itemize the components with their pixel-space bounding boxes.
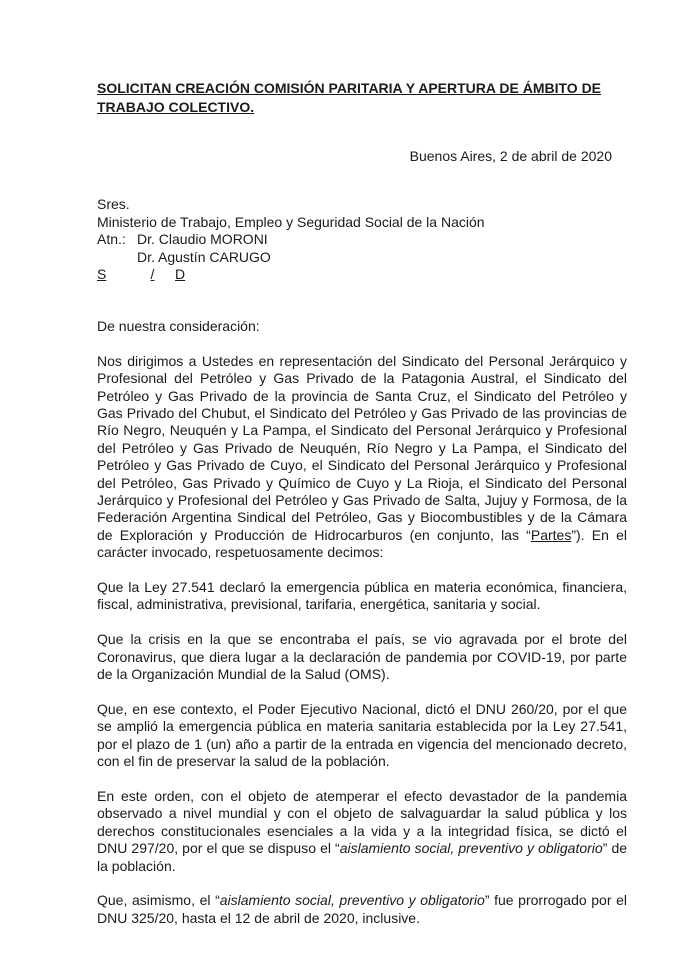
recipient-1: Dr. Claudio MORONI — [137, 231, 268, 247]
paragraph-ley-27541: Que la Ley 27.541 declaró la emergencia pública en materia económica, financiera, fiscal, administrativa, previsional, tarifaria, energética, sanitaria y social. — [97, 579, 627, 613]
paragraph-1-text: Nos dirigimos a Ustedes en representación del Sindicato del Personal Jerárquico y Profesional del Petróleo y Gas Privado de la Patagonia Austral, el Sindicato del Petróleo y Gas Privado de la provincia de Santa Cruz, el Sindicato del Petróleo y Gas Privado del Chubut, el Sindicato del Petróleo y Gas Privado de las provincias de Río Negro, Neuquén y La Pampa, el Sindicato del Personal Jerárquico y Profesional del Petróleo y Gas Privado de Neuquén, Río Negro y La Pampa, el Sindicato del Petróleo y Gas Privado de Cuyo, el Sindicato del Personal Jerárquico y Profesional del Petróleo, Gas Privado y Químico de Cuyo y La Rioja, el Sindicato del Personal Jerárquico y Profesional del Petróleo y Gas Privado de Salta, Jujuy y Formosa, de la Federación Argentina Sindical del Petróleo, Gas y Biocombustibles y de la Cámara de Exploración y Producción de Hidrocarburos (en conjunto, las “ — [97, 352, 627, 543]
aislamiento-term: aislamiento social, preventivo y obligatorio — [339, 840, 603, 857]
ministry-name: Ministerio de Trabajo, Empleo y Seguridad Social de la Nación — [97, 213, 485, 230]
paragraph-5-text: En este orden, con el objeto de atemperar el efecto devastador de la pandemia observado a nivel mundial y con el objeto de salvaguardar la salud pública y los derechos constitucionales esenciales a la vida y a la integridad física, se dictó el DNU 297/20, por el que se dispuso el “ — [97, 787, 627, 857]
dateline: Buenos Aires, 2 de abril de 2020 — [409, 148, 612, 164]
title-text: SOLICITAN CREACIÓN COMISIÓN PARITARIA Y APERTURA DE ÁMBITO DE TRABAJO COLECTIVO — [97, 80, 602, 115]
paragraph-dnu-260: Que, en ese contexto, el Poder Ejecutivo Nacional, dictó el DNU 260/20, por el que se amplió la emergencia pública en materia sanitaria establecida por la Ley 27.541, por el plazo de 1 (un) año a partir de la entrada en vigencia del mencionado decreto, con el fin de preservar la salud de la población. — [97, 700, 627, 770]
sd-row — [97, 266, 617, 284]
attention-row — [97, 231, 617, 249]
paragraph-representation — [97, 353, 627, 562]
salutation-sres: Sres. — [97, 196, 130, 212]
paragraph-dnu-325 — [97, 892, 627, 927]
paragraph-6-end: ” fue prorrogado por el DNU 325/20, hasta el 12 de abril de 2020, inclusive. — [97, 892, 627, 926]
partes-term: Partes — [530, 526, 572, 543]
paragraph-dnu-297 — [97, 788, 627, 875]
paragraph-1-end: ”). En el carácter invocado, respetuosamente decimos: — [97, 526, 628, 561]
address-block — [97, 196, 617, 284]
paragraph-crisis: Que la crisis en la que se encontraba el país, se vio agravada por el brote del Coronavirus, que diera lugar a la declaración de pandemia por COVID-19, por parte de la Organización Mundial de la Salud (OMS). — [97, 631, 627, 683]
document-title — [97, 79, 617, 117]
paragraph-6-text: Que, asimismo, el “ — [97, 892, 220, 909]
paragraph-5-end: ” de la población. — [97, 840, 628, 874]
attention-label: Atn.: — [97, 231, 126, 247]
recipient-2: Dr. Agustín CARUGO — [137, 248, 271, 265]
title-period: . — [250, 99, 255, 115]
greeting: De nuestra consideración: — [97, 318, 260, 334]
letter-body — [97, 318, 627, 945]
sd-d: D — [175, 266, 186, 282]
aislamiento-term-2: aislamiento social, preventivo y obligatorio — [219, 892, 485, 909]
sd-slash: / — [150, 266, 155, 282]
sd-s: S — [97, 266, 107, 282]
